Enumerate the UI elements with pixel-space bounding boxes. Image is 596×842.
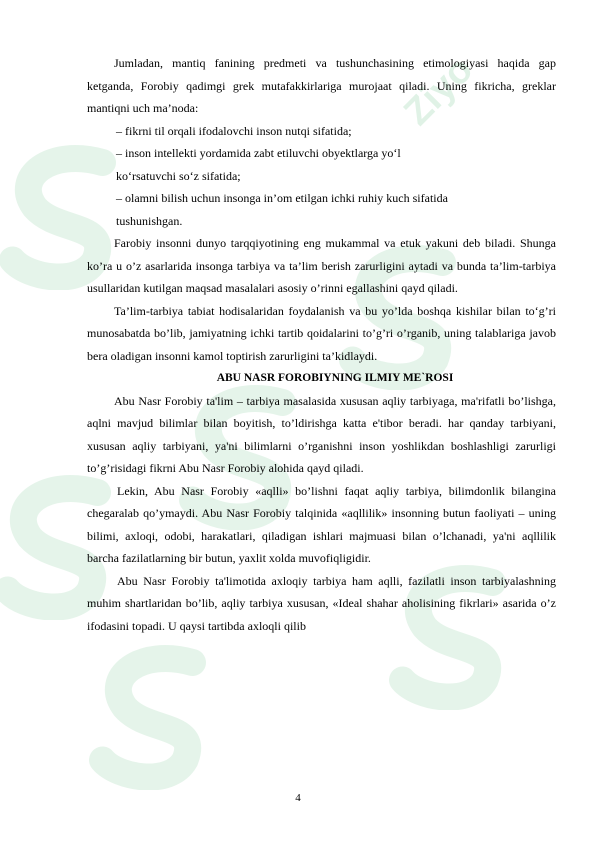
paragraph: Jumladan, mantiq fanining predmeti va tushunchasining etimologiyasi haqida gap ketganda, Forobiy qadimgi grek mutafakkirlariga murojaat qiladi. Uning fikricha, greklar mantiqni uch ma’noda: [87, 56, 556, 115]
paragraph: Lekin, Abu Nasr Forobiy «aqlli» bo’lishni faqat aqliy tarbiya, bilimdonlik bilangina chegaralab qo’ymaydi. Abu Nasr Forobiy talqinida «aqllilik» insonning butun faoliyati – uning bilimi, axloqi, odobi, harakatlari, qiladigan ishlari majmuasi bilan o’lchanadi, ya'ni aqllilik barcha fazilatlarning bir butun, yaxlit xolda muvofiqligidir. [87, 483, 556, 565]
list-item: tushunishgan. [116, 213, 183, 228]
section-heading: ABU NASR FOROBIYNING ILMIY ME`ROSI [216, 372, 454, 384]
watermark-logo-icon [80, 640, 230, 790]
watermark-text: Ziyo [396, 48, 482, 134]
list-item: – fikrni til orqali ifodalovchi inson nutqi sifatida; [116, 123, 352, 138]
document-body [87, 52, 556, 637]
page-number: 4 [295, 792, 301, 804]
paragraph: Abu Nasr Forobiy ta'lim – tarbiya masalasida xususan aqliy tarbiyaga, ma'rifatli bo’lishga, aqlni mavjud bilimlar bilan boyitish, to’ldirishga katta e'tibor beradi. har qanday tarbiyani, xususan aqliy tarbiyani, ya'ni bilimlarni o’rganishni inson yoshlikdan boshlashligi zarurligi to’g’risidagi fikrni Abu Nasr Forobiy alohida qayd qiladi. [87, 393, 556, 475]
list-item: – inson intellekti yordamida zabt etiluvchi obyektlarga yo‘l [116, 146, 401, 160]
list-item: ko‘rsatuvchi so‘z sifatida; [116, 168, 241, 183]
list-item: – olamni bilish uchun insonga in’om etilgan ichki ruhiy kuch sifatida [116, 191, 448, 205]
paragraph: Farobiy insonni dunyo tarqqiyotining eng mukammal va etuk yakuni deb biladi. Shunga ko’ra u o’z asarlarida insonga tarbiya va ta’lim berish zarurligini aytadi va bunda ta’lim-tarbiya usullaridan kutilgan maqsad masalalari asosiy o’rinni egallashini qayd qiladi. [87, 236, 556, 295]
paragraph: Abu Nasr Forobiy ta'limotida axloqiy tarbiya ham aqlli, fazilatli inson tarbiyalashning muhim shartlaridan bo’lib, aqliy tarbiya xususan, «Ideal shahar aholisining fikrlari» asarida o’z ifodasini topadi. U qaysi tartibda axloqli qilib [87, 573, 556, 633]
paragraph: Ta’lim-tarbiya tabiat hodisalaridan foydalanish va bu yo’lda boshqa kishilar bilan to‘g’ri munosabatda bo’lib, jamiyatning ichki tartib qoidalarini to’g’ri o’rganib, uning talablariga javob bera oladigan insonni kamol toptirish zarurligini ta’kidlaydi. [87, 303, 556, 363]
